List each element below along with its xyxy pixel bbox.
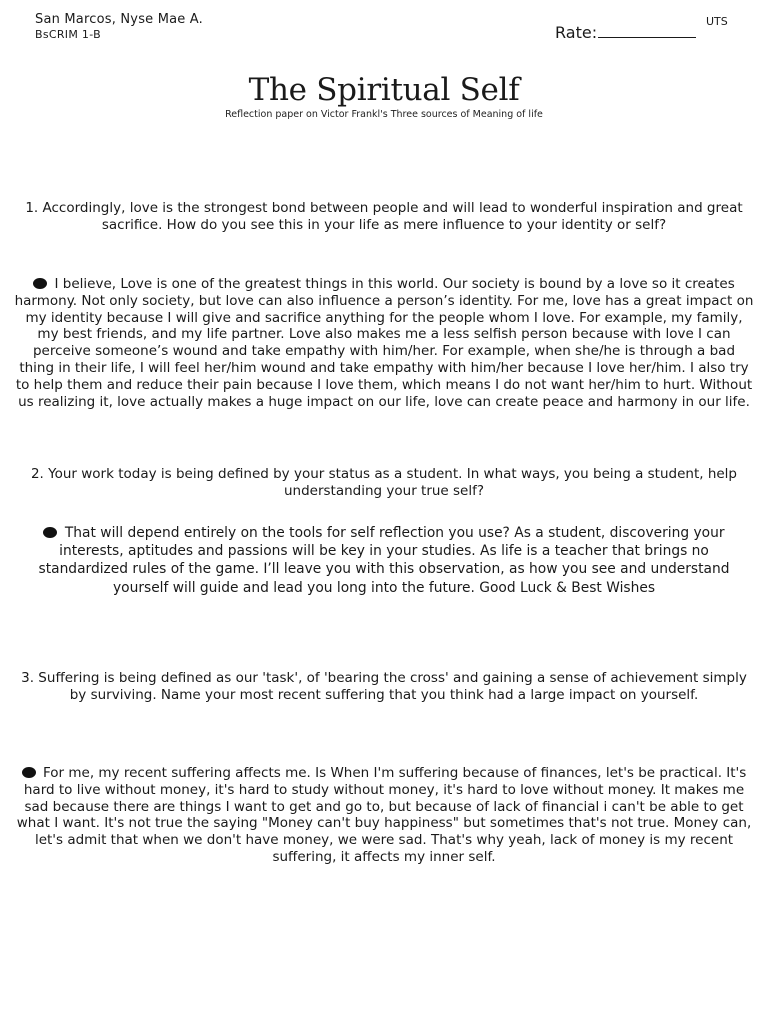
answer-1-text: I believe, Love is one of the greatest things in this world. Our society is bound by a love so it creates harmony. Not only society, but love can also influence a person’s identity. For me, love has a great impact on my identity because I will give and sacrifice anything for the people whom I love. For example, my family, my best friends, and my life partner. Love also makes me a less selfish person because with love I can perceive someone’s wound and take empathy with him/her. For example, when she/he is through a bad thing in their life, I will feel her/him wound and take empathy with him/her because I love her/him. I also try to help them and reduce their pain because I love them, which means I do not want her/him to hurt. Without us realizing it, love actually makes a huge impact on our life, love can create peace and harmony in our life. — [14, 276, 754, 410]
answer-2-text: That will depend entirely on the tools for self reflection you use? As a student, discovering your interests, aptitudes and passions will be key in your studies. As life is a teacher that brings no standardized rules of the game. I’ll leave you with this observation, as how you see and understand yourself will guide and lead you long into the future. Good Luck & Best Wishes — [38, 525, 730, 596]
answer-3 — [14, 765, 754, 866]
question-1: 1. Accordingly, love is the strongest bond between people and will lead to wonderful inspiration and great sacrifice. How do you see this in your life as mere influence to your identity or self? — [25, 200, 743, 233]
student-section: BsCRIM 1-B — [35, 28, 101, 41]
answer-2 — [14, 524, 754, 597]
question-3: 3. Suffering is being defined as our 'task', of 'bearing the cross' and gaining a sense of achievement simply by surviving. Name your most recent suffering that you think had a large impact on yourself. — [21, 670, 747, 703]
bullet-icon — [33, 278, 47, 289]
student-name: San Marcos, Nyse Mae A. — [35, 12, 204, 27]
bullet-icon — [22, 767, 36, 778]
page-title: The Spiritual Self — [248, 72, 520, 108]
rate-label: Rate: — [555, 23, 598, 42]
subject-code: UTS — [706, 15, 728, 28]
page-subtitle: Reflection paper on Victor Frankl's Three sources of Meaning of life — [225, 109, 543, 120]
rate-field — [555, 22, 696, 42]
bullet-icon — [43, 527, 57, 538]
question-2: 2. Your work today is being defined by your status as a student. In what ways, you being a student, help understanding your true self? — [30, 466, 738, 499]
rate-blank-line — [598, 22, 696, 38]
answer-3-text: For me, my recent suffering affects me. Is When I'm suffering because of finances, let's be practical. It's hard to live without money, it's hard to study without money, it's hard to love without money. It makes me sad because there are things I want to get and go to, but because of lack of financial i can't be able to get what I want. It's not true the saying "Money can't buy happiness" but sometimes that's not true. Money can, let's admit that when we don't have money, we were sad. That's why yeah, lack of money is my recent suffering, it affects my inner self. — [16, 765, 752, 865]
answer-1 — [14, 276, 754, 410]
